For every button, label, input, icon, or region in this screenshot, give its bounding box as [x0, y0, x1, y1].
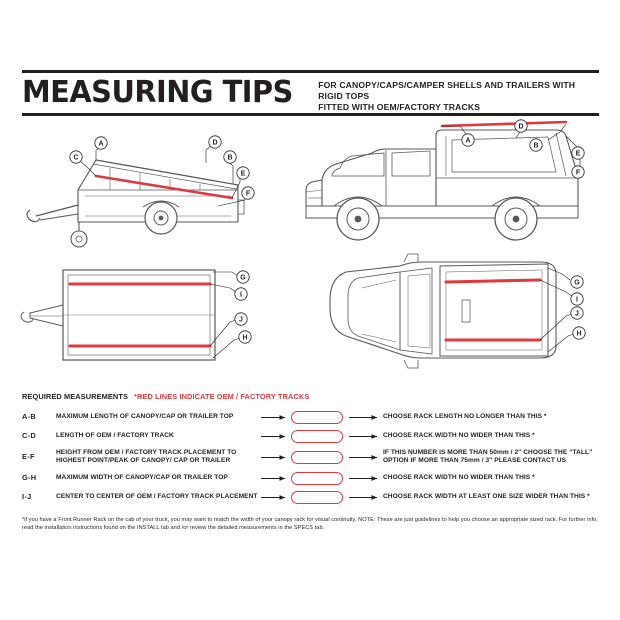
row-description: LENGTH OF OEM / FACTORY TRACK — [56, 432, 174, 440]
arrow-to-pill — [261, 446, 291, 469]
trailer-top-view — [21, 270, 215, 360]
arrow-to-result — [349, 488, 383, 507]
callout-d: D — [212, 139, 218, 147]
row-code: E-F — [22, 452, 35, 462]
row-result: CHOOSE RACK WIDTH AT LEAST ONE SIZE WIDER THAN THIS * — [383, 493, 590, 501]
callout-i: I — [576, 296, 578, 304]
callout-j: J — [575, 310, 579, 318]
table-row — [22, 446, 600, 469]
callout-h: H — [242, 334, 248, 342]
callout-g: G — [240, 274, 246, 282]
page-title: MEASURING TIPS — [22, 75, 293, 110]
arrow-to-pill — [261, 427, 291, 446]
page-subtitle — [318, 80, 602, 113]
callout-e: E — [575, 150, 581, 158]
callout-e: E — [240, 170, 246, 178]
measurement-pill-cell — [291, 446, 349, 469]
table-row — [22, 469, 600, 488]
table-row — [22, 408, 600, 427]
arrow-to-pill — [261, 408, 291, 427]
measurement-input-pill[interactable] — [291, 472, 343, 485]
row-result: CHOOSE RACK LENGTH NO LONGER THAN THIS * — [383, 413, 547, 421]
table-row — [22, 488, 600, 507]
subtitle-line-1: FOR CANOPY/CAPS/CAMPER SHELLS AND TRAILERS WITH RIGID TOPS — [318, 80, 576, 101]
measurement-input-pill[interactable] — [291, 430, 343, 443]
measurement-pill-cell — [291, 488, 349, 507]
row-code: G-H — [22, 473, 37, 483]
row-description: MAXIMUM WIDTH OF CANOPY/CAP OR TRAILER TOP — [56, 474, 228, 482]
footnote: *if you have a Front Runner Rack on the cab of your truck, you may want to match the width of your canopy rack for visual continuity. NOTE: These are just guidelines to help you choose an appropriate sized rack. For further info, read the installation instructions found on the INSTALL tab and /or review the detailed measurements in the SPECS tab. — [22, 517, 598, 531]
arrow-to-pill — [261, 488, 291, 507]
callout-g: G — [574, 279, 580, 287]
callout-c: C — [73, 154, 79, 162]
callout-f: F — [245, 190, 251, 198]
table-row — [22, 427, 600, 446]
trailer-top-callout-bubbles — [235, 271, 251, 343]
subtitle-line-2: FITTED WITH OEM/FACTORY TRACKS — [318, 102, 481, 112]
row-result: IF THIS NUMBER IS MORE THAN 50mm / 2" CHOOSE THE “TALL” OPTION IF MORE THAN 75mm / 3" PLEASE CONTACT US — [383, 449, 593, 465]
trailer-side-view — [27, 160, 244, 247]
callout-d: D — [518, 123, 524, 131]
required-measurements-heading — [22, 392, 309, 401]
header-rule-top — [22, 70, 599, 73]
callout-a: A — [98, 140, 104, 148]
measurement-pill-cell — [291, 469, 349, 488]
measurement-input-pill[interactable] — [291, 411, 343, 424]
arrow-to-result — [349, 446, 383, 469]
arrow-to-result — [349, 408, 383, 427]
arrow-to-result — [349, 427, 383, 446]
callout-b: B — [227, 154, 233, 162]
measurement-pill-cell — [291, 408, 349, 427]
measurements-table — [22, 408, 600, 507]
row-result: CHOOSE RACK WIDTH NO WIDER THAN THIS * — [383, 474, 535, 482]
row-description: MAXIMUM LENGTH OF CANOPY/CAP OR TRAILER TOP — [56, 413, 234, 421]
row-code: C-D — [22, 431, 37, 441]
row-description: CENTER TO CENTER OF OEM / FACTORY TRACK PLACEMENT — [56, 493, 258, 501]
callout-a: A — [465, 137, 471, 145]
callout-j: J — [239, 316, 243, 324]
callout-i: I — [240, 291, 242, 299]
callout-b: B — [533, 142, 539, 150]
red-lines-note: *RED LINES INDICATE OEM / FACTORY TRACKS — [134, 392, 310, 401]
header-rule-bottom — [22, 113, 599, 116]
truck-top-callout-bubbles — [571, 276, 585, 339]
header — [22, 75, 602, 113]
measurement-input-pill[interactable] — [291, 491, 343, 504]
arrow-to-result — [349, 469, 383, 488]
measurement-pill-cell — [291, 427, 349, 446]
row-description: HEIGHT FROM OEM / FACTORY TRACK PLACEMENT TO HIGHEST POINT/PEAK OF CANOPY/ CAP OR TRAILER — [56, 449, 237, 465]
row-code: I-J — [22, 492, 32, 502]
measurement-input-pill[interactable] — [291, 451, 343, 464]
callout-f: F — [575, 169, 581, 177]
required-measurements-label: REQUIRED MEASUREMENTS — [22, 392, 128, 401]
arrow-to-pill — [261, 469, 291, 488]
truck-canopy-top-view — [330, 254, 556, 368]
row-result: CHOOSE RACK WIDTH NO WIDER THAN THIS * — [383, 432, 535, 440]
row-code: A-B — [22, 412, 37, 422]
callout-h: H — [576, 330, 582, 338]
